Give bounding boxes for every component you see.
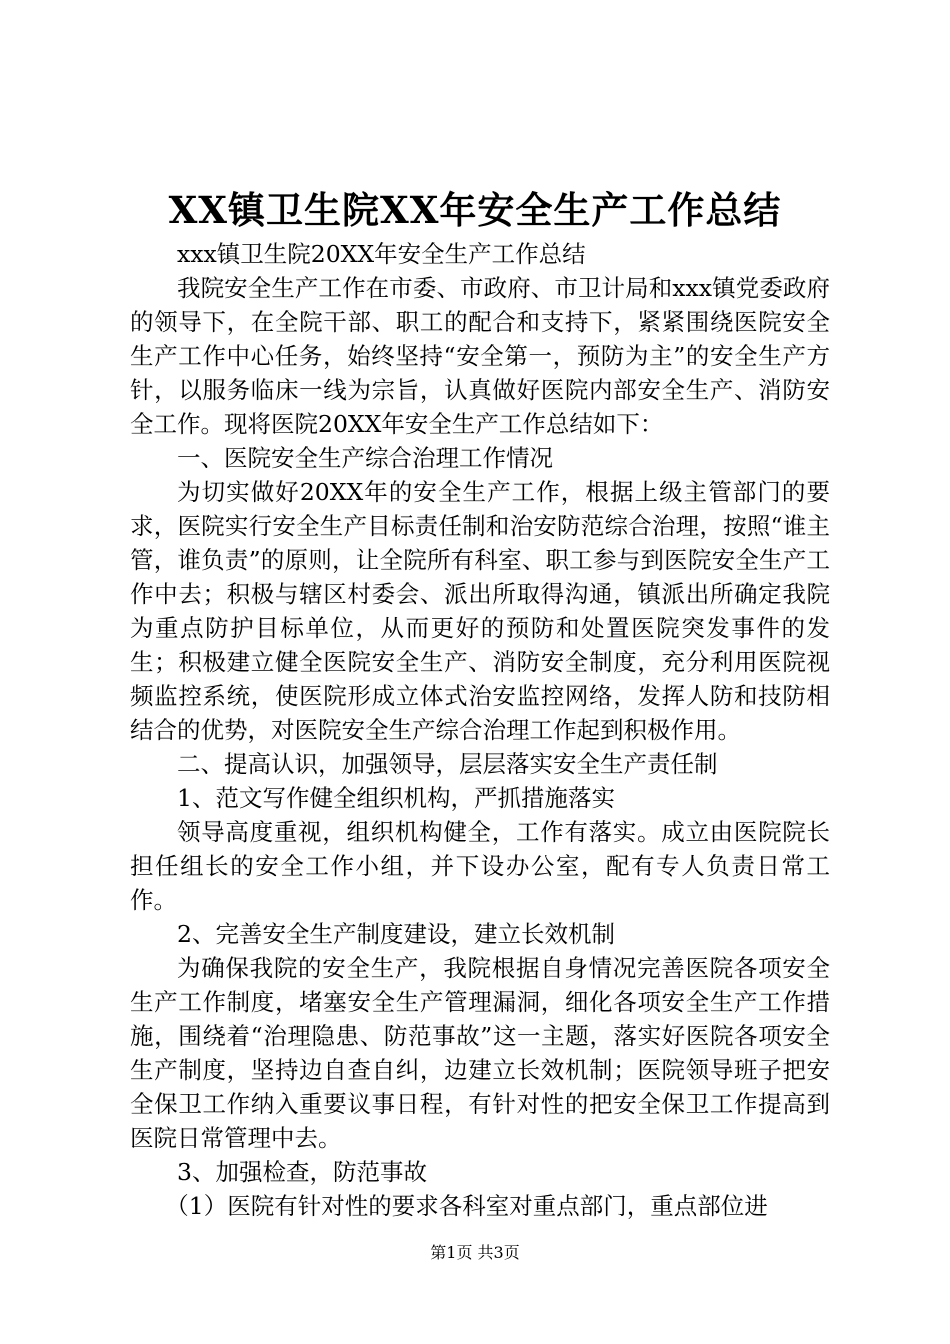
subsection-heading-3: 3、加强检查，防范事故 — [177, 1158, 427, 1186]
section-heading-2: 二、提高认识，加强领导，层层落实安全生产责任制 — [177, 750, 718, 778]
subsection-heading-1: 1、范文写作健全组织机构，严抓措施落实 — [177, 784, 615, 812]
section-heading-1: 一、医院安全生产综合治理工作情况 — [177, 444, 553, 472]
page-number-footer: 第1页 共3页 — [430, 1243, 520, 1262]
paragraph-subtitle: xxx镇卫生院20XX年安全生产工作总结 — [177, 240, 586, 268]
paragraph-section-1: 为切实做好20XX年的安全生产工作，根据上级主管部门的要求，医院实行安全生产目标责任制和治安防范综合治理，按照“谁主管，谁负责”的原则，让全院所有科室、职工参与到医院安全生产工作中去；积极与辖区村委会、派出所取得沟通，镇派出所确定我院为重点防护目标单位，从而更好的预防和处置医院突发事件的发生；积极建立健全医院安全生产、消防安全制度，充分利用医院视频监控系统，使医院形成立体式治安监控网络，发挥人防和技防相结合的优势，对医院安全生产综合治理工作起到积极作用。 — [130, 478, 830, 744]
document-body — [130, 237, 830, 1223]
paragraph-subsection-1: 领导高度重视，组织机构健全，工作有落实。成立由医院院长担任组长的安全工作小组，并下设办公室，配有专人负责日常工作。 — [130, 818, 830, 914]
paragraph-subsection-3-item-1: （1）医院有针对性的要求各科室对重点部门，重点部位进 — [165, 1192, 768, 1220]
paragraph-subsection-2: 为确保我院的安全生产，我院根据自身情况完善医院各项安全生产工作制度，堵塞安全生产管理漏洞，细化各项安全生产工作措施，围绕着“治理隐患、防范事故”这一主题，落实好医院各项安全生产制度，坚持边自查自纠，边建立长效机制；医院领导班子把安全保卫工作纳入重要议事日程，有针对性的把安全保卫工作提高到医院日常管理中去。 — [130, 954, 830, 1152]
subsection-heading-2: 2、完善安全生产制度建设，建立长效机制 — [177, 920, 615, 948]
document-title: XX镇卫生院XX年安全生产工作总结 — [168, 188, 782, 232]
paragraph-intro: 我院安全生产工作在市委、市政府、市卫计局和xxx镇党委政府的领导下，在全院干部、职工的配合和支持下，紧紧围绕医院安全生产工作中心任务，始终坚持“安全第一，预防为主”的安全生产方针，以服务临床一线为宗旨，认真做好医院内部安全生产、消防安全工作。现将医院20XX年安全生产工作总结如下： — [130, 274, 830, 438]
